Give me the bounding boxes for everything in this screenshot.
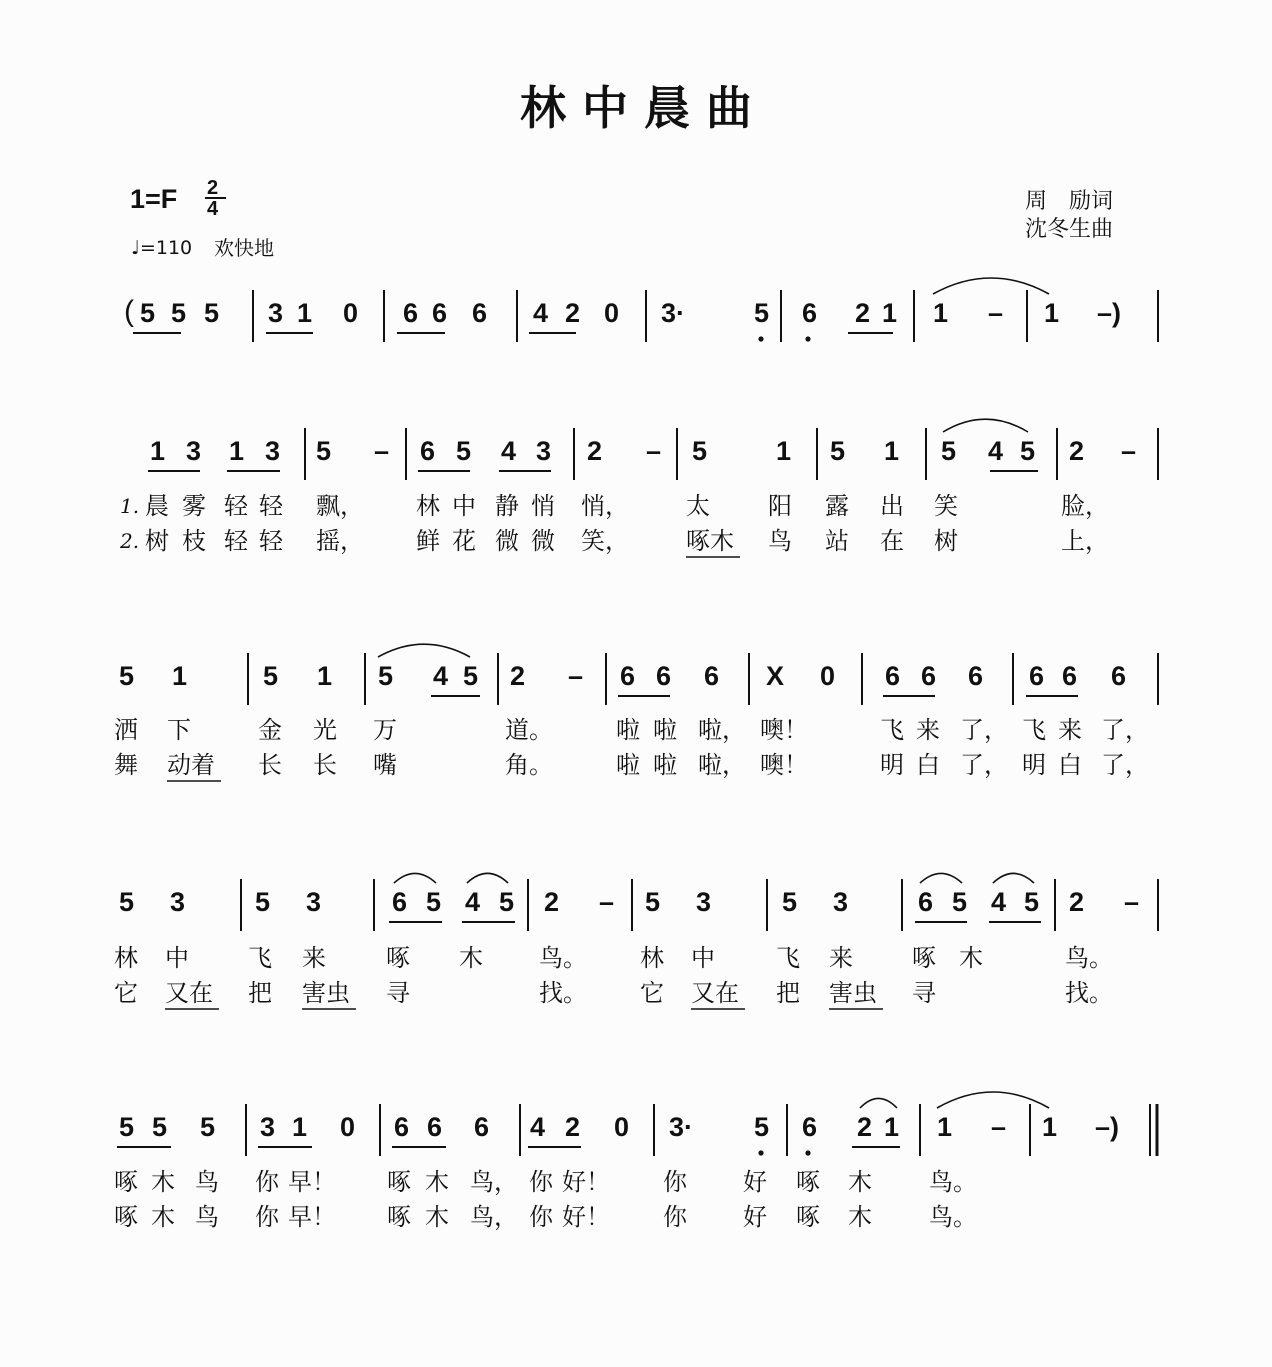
note: X: [766, 661, 785, 691]
lyric-syllable: 林: [416, 492, 440, 520]
lyric-syllable: 飞: [1022, 716, 1046, 744]
lyric-syllable: 啦，: [698, 751, 746, 779]
note: 6: [1062, 661, 1078, 691]
time-signature-numerator: 2: [207, 177, 219, 199]
lyric-syllable: 寻: [912, 979, 936, 1007]
slur: [943, 419, 1028, 432]
note: 1: [933, 298, 949, 328]
note: 1: [776, 436, 792, 466]
lyric-syllable: 噢！: [760, 751, 808, 779]
note: –: [599, 887, 615, 917]
lyricist-credit: 周 励词: [1025, 189, 1114, 214]
note: 0: [343, 298, 359, 328]
note: 6: [704, 661, 720, 691]
lyric-syllable: 站: [825, 527, 849, 555]
note: 2: [544, 887, 560, 917]
lyric-syllable: 白: [1058, 751, 1082, 779]
note: 2: [1069, 887, 1085, 917]
lyric-syllable: 角。: [505, 751, 553, 779]
note: 5: [152, 1112, 168, 1142]
lyric-syllable: 木: [959, 944, 983, 972]
note: 6: [1029, 661, 1045, 691]
lyric-syllable: 啦: [653, 751, 677, 779]
lyric-syllable: 它: [640, 979, 664, 1007]
note: 2: [857, 1112, 873, 1142]
lyric-syllable: 洒: [114, 716, 138, 744]
lyric-syllable: 木: [425, 1168, 449, 1196]
composer-credit: 沈冬生曲: [1025, 217, 1114, 242]
lyric-syllable: 木: [459, 944, 483, 972]
low-octave-dot: [805, 1150, 810, 1155]
lyric-syllable: 金: [258, 716, 282, 744]
note: –: [988, 298, 1004, 328]
note: 5: [171, 298, 187, 328]
note: 4: [433, 661, 449, 691]
lyric-syllable: 来: [1058, 716, 1082, 744]
note: –: [991, 1112, 1007, 1142]
lyric-syllable: 脸，: [1061, 492, 1109, 520]
lyric-syllable: 啄: [912, 944, 936, 972]
lyric-syllable: 晨: [145, 492, 169, 520]
lyric-syllable: 木: [848, 1203, 872, 1231]
note: 6: [392, 887, 408, 917]
note: 6: [802, 298, 818, 328]
note: 5: [941, 436, 957, 466]
note: 3: [536, 436, 552, 466]
lyric-syllable: 啄: [796, 1168, 820, 1196]
lyric-syllable: 上，: [1061, 527, 1109, 555]
note: 3: [186, 436, 202, 466]
lyric-syllable: 啄: [114, 1203, 138, 1231]
lyric-syllable: 你: [255, 1203, 279, 1231]
lyric-syllable: 你: [529, 1203, 553, 1231]
lyric-syllable: 飞: [776, 944, 800, 972]
note: 5: [782, 887, 798, 917]
lyric-syllable: 轻: [224, 492, 248, 520]
note: 5: [830, 436, 846, 466]
slur: [467, 873, 508, 883]
lyric-syllable: 好！: [562, 1168, 610, 1196]
note: 1: [1042, 1112, 1058, 1142]
lyric-syllable: 木: [848, 1168, 872, 1196]
lyric-syllable: 木: [151, 1203, 175, 1231]
low-octave-dot: [805, 336, 810, 341]
note: 6: [472, 298, 488, 328]
lyric-syllable: 好: [743, 1168, 767, 1196]
note: –: [1121, 436, 1137, 466]
lyric-syllable: 寻: [386, 979, 410, 1007]
lyric-syllable: 把: [776, 979, 800, 1007]
note: 5: [204, 298, 220, 328]
lyric-syllable: 了，: [960, 716, 1008, 744]
lyric-syllable: 了，: [1101, 716, 1149, 744]
note: 4: [501, 436, 517, 466]
lyric-syllable: 林: [640, 944, 664, 972]
lyric-syllable: 鸟。: [539, 944, 587, 972]
note: 1: [229, 436, 245, 466]
lyric-syllable: 微: [531, 527, 555, 555]
lyric-syllable: 又在: [691, 979, 739, 1007]
lyric-syllable: 出: [880, 492, 904, 520]
lyric-syllable: 林: [114, 944, 138, 972]
note: 0: [614, 1112, 630, 1142]
lyric-syllable: 啄: [387, 1168, 411, 1196]
key-signature: 1=F: [130, 184, 178, 214]
low-octave-dot: [758, 1150, 763, 1155]
lyric-syllable: 太: [686, 492, 710, 520]
lyric-syllable: 明: [1022, 751, 1046, 779]
note: 4: [988, 436, 1004, 466]
lyric-syllable: 又在: [165, 979, 213, 1007]
lyric-syllable: 轻: [259, 527, 283, 555]
note: 5: [952, 887, 968, 917]
note: –: [646, 436, 662, 466]
lyric-syllable: 树: [145, 527, 169, 555]
lyric-syllable: 飞: [880, 716, 904, 744]
lyric-syllable: 轻: [259, 492, 283, 520]
note: 1: [297, 298, 313, 328]
note: 2: [510, 661, 526, 691]
note: 5: [499, 887, 515, 917]
lyric-syllable: 噢！: [760, 716, 808, 744]
lyric-syllable: 2.: [120, 529, 140, 553]
note: 6: [420, 436, 436, 466]
lyric-syllable: 悄: [531, 492, 555, 520]
lyric-syllable: 鸟。: [1065, 944, 1113, 972]
lyric-syllable: 啦: [653, 716, 677, 744]
lyric-syllable: 鲜: [416, 527, 440, 555]
note: 3: [265, 436, 281, 466]
note: 5: [119, 887, 135, 917]
note: 5: [1024, 887, 1040, 917]
note: (: [124, 295, 134, 328]
note: 1: [172, 661, 188, 691]
lyric-syllable: 啄: [796, 1203, 820, 1231]
lyric-syllable: 早！: [288, 1168, 336, 1196]
lyric-syllable: 雾: [182, 492, 206, 520]
slur: [860, 1098, 897, 1108]
lyric-syllable: 鸟: [195, 1168, 219, 1196]
slur: [394, 873, 436, 883]
note: 3: [170, 887, 186, 917]
lyric-syllable: 道。: [505, 716, 553, 744]
lyric-syllable: 鸟，: [470, 1168, 518, 1196]
note: 2: [565, 298, 581, 328]
lyric-syllable: 鸟。: [929, 1203, 977, 1231]
lyric-syllable: 动着: [167, 751, 215, 779]
lyric-syllable: 光: [313, 716, 337, 744]
lyric-syllable: 摇，: [316, 527, 364, 555]
lyric-syllable: 中: [165, 944, 189, 972]
note: 3: [260, 1112, 276, 1142]
note: 5: [255, 887, 271, 917]
note: 0: [820, 661, 836, 691]
slur: [378, 644, 470, 657]
note: 5: [692, 436, 708, 466]
lyric-syllable: 花: [452, 527, 476, 555]
lyric-syllable: 你: [663, 1203, 687, 1231]
lyric-syllable: 飘，: [316, 492, 364, 520]
note: 2: [855, 298, 871, 328]
lyric-syllable: 1.: [120, 494, 140, 518]
slur: [920, 873, 962, 883]
note: 5: [119, 1112, 135, 1142]
lyric-syllable: 啄: [386, 944, 410, 972]
note: 6: [968, 661, 984, 691]
slur: [933, 278, 1049, 294]
note: 3: [833, 887, 849, 917]
note: 5: [456, 436, 472, 466]
lyric-syllable: 好: [743, 1203, 767, 1231]
lyric-syllable: 鸟: [195, 1203, 219, 1231]
note: –: [374, 436, 390, 466]
lyric-syllable: 啄: [387, 1203, 411, 1231]
lyric-syllable: 下: [167, 716, 191, 744]
note: 6: [656, 661, 672, 691]
lyric-syllable: 害虫: [302, 979, 350, 1007]
note: 5: [316, 436, 332, 466]
lyric-syllable: 木: [151, 1168, 175, 1196]
note: 1: [1044, 298, 1060, 328]
slur: [993, 873, 1034, 883]
song-title: 林 中 晨 曲: [519, 81, 753, 135]
note: 5: [263, 661, 279, 691]
slur: [937, 1092, 1049, 1108]
note: 0: [340, 1112, 356, 1142]
lyric-syllable: 早！: [288, 1203, 336, 1231]
note: 1: [884, 436, 900, 466]
lyric-syllable: 把: [248, 979, 272, 1007]
lyric-syllable: 你: [255, 1168, 279, 1196]
lyric-syllable: 来: [829, 944, 853, 972]
lyric-syllable: 啦: [616, 751, 640, 779]
lyric-syllable: 静: [495, 492, 519, 520]
note: 5: [119, 661, 135, 691]
lyric-syllable: 鸟。: [929, 1168, 977, 1196]
lyric-syllable: 飞: [248, 944, 272, 972]
lyric-syllable: 来: [916, 716, 940, 744]
lyric-syllable: 在: [880, 527, 904, 555]
note: 6: [921, 661, 937, 691]
note: 6: [918, 887, 934, 917]
note: 6: [802, 1112, 818, 1142]
lyric-syllable: 长: [313, 751, 337, 779]
note: 2: [587, 436, 603, 466]
note: 4: [533, 298, 549, 328]
lyric-syllable: 啄木: [686, 527, 734, 555]
lyric-syllable: 长: [258, 751, 282, 779]
note: –: [568, 661, 584, 691]
lyric-syllable: 明: [880, 751, 904, 779]
note: 3·: [661, 298, 686, 328]
note: 1: [317, 661, 333, 691]
note: –: [1124, 887, 1140, 917]
note: 1: [882, 298, 898, 328]
note: 3: [696, 887, 712, 917]
lyric-syllable: 找。: [539, 979, 587, 1007]
note: 6: [394, 1112, 410, 1142]
note: 1: [292, 1112, 308, 1142]
note: 3: [268, 298, 284, 328]
note: 6: [885, 661, 901, 691]
lyric-syllable: 中: [691, 944, 715, 972]
lyric-syllable: 轻: [224, 527, 248, 555]
note: 4: [530, 1112, 546, 1142]
expression-marking: 欢快地: [214, 236, 274, 260]
note: 5: [754, 1112, 770, 1142]
lyric-syllable: 了，: [1101, 751, 1149, 779]
lyric-syllable: 万: [373, 716, 397, 744]
lyric-syllable: 舞: [114, 751, 138, 779]
lyric-syllable: 微: [495, 527, 519, 555]
lyric-syllable: 好！: [562, 1203, 610, 1231]
note: 2: [1069, 436, 1085, 466]
note: 3·: [669, 1112, 694, 1142]
note: 6: [427, 1112, 443, 1142]
lyric-syllable: 了，: [960, 751, 1008, 779]
time-signature-denominator: 4: [207, 198, 219, 220]
note: 6: [474, 1112, 490, 1142]
lyric-syllable: 悄，: [581, 492, 629, 520]
note: 4: [465, 887, 481, 917]
lyric-syllable: 中: [452, 492, 476, 520]
note: 5: [463, 661, 479, 691]
note: 2: [565, 1112, 581, 1142]
note: 5: [200, 1112, 216, 1142]
note: 6: [432, 298, 448, 328]
lyric-syllable: 它: [114, 979, 138, 1007]
note: 4: [991, 887, 1007, 917]
lyric-syllable: 你: [663, 1168, 687, 1196]
lyric-syllable: 你: [529, 1168, 553, 1196]
lyric-syllable: 害虫: [829, 979, 877, 1007]
note: 6: [620, 661, 636, 691]
lyric-syllable: 枝: [182, 527, 206, 555]
lyric-syllable: 啦，: [698, 716, 746, 744]
lyric-syllable: 来: [302, 944, 326, 972]
note: 5: [754, 298, 770, 328]
lyric-syllable: 啦: [616, 716, 640, 744]
note: 1: [937, 1112, 953, 1142]
lyric-syllable: 露: [825, 492, 849, 520]
note: 1: [884, 1112, 900, 1142]
note: 5: [140, 298, 156, 328]
lyric-syllable: 嘴: [373, 751, 397, 779]
note: –): [1097, 298, 1122, 328]
note: 5: [426, 887, 442, 917]
lyric-syllable: 笑: [934, 492, 958, 520]
lyric-syllable: 白: [916, 751, 940, 779]
note: 6: [1111, 661, 1127, 691]
tempo-marking: ♩=110: [131, 237, 193, 259]
note: –): [1095, 1112, 1120, 1142]
lyric-syllable: 找。: [1065, 979, 1113, 1007]
lyric-syllable: 木: [425, 1203, 449, 1231]
note: 1: [150, 436, 166, 466]
lyric-syllable: 树: [934, 527, 958, 555]
note: 5: [378, 661, 394, 691]
note: 3: [306, 887, 322, 917]
note: 6: [403, 298, 419, 328]
lyric-syllable: 啄: [114, 1168, 138, 1196]
note: 0: [604, 298, 620, 328]
lyric-syllable: 鸟，: [470, 1203, 518, 1231]
lyric-syllable: 鸟: [768, 527, 792, 555]
note: 5: [645, 887, 661, 917]
lyric-syllable: 阳: [768, 492, 792, 520]
lyric-syllable: 笑，: [581, 527, 629, 555]
low-octave-dot: [758, 336, 763, 341]
note: 5: [1020, 436, 1036, 466]
